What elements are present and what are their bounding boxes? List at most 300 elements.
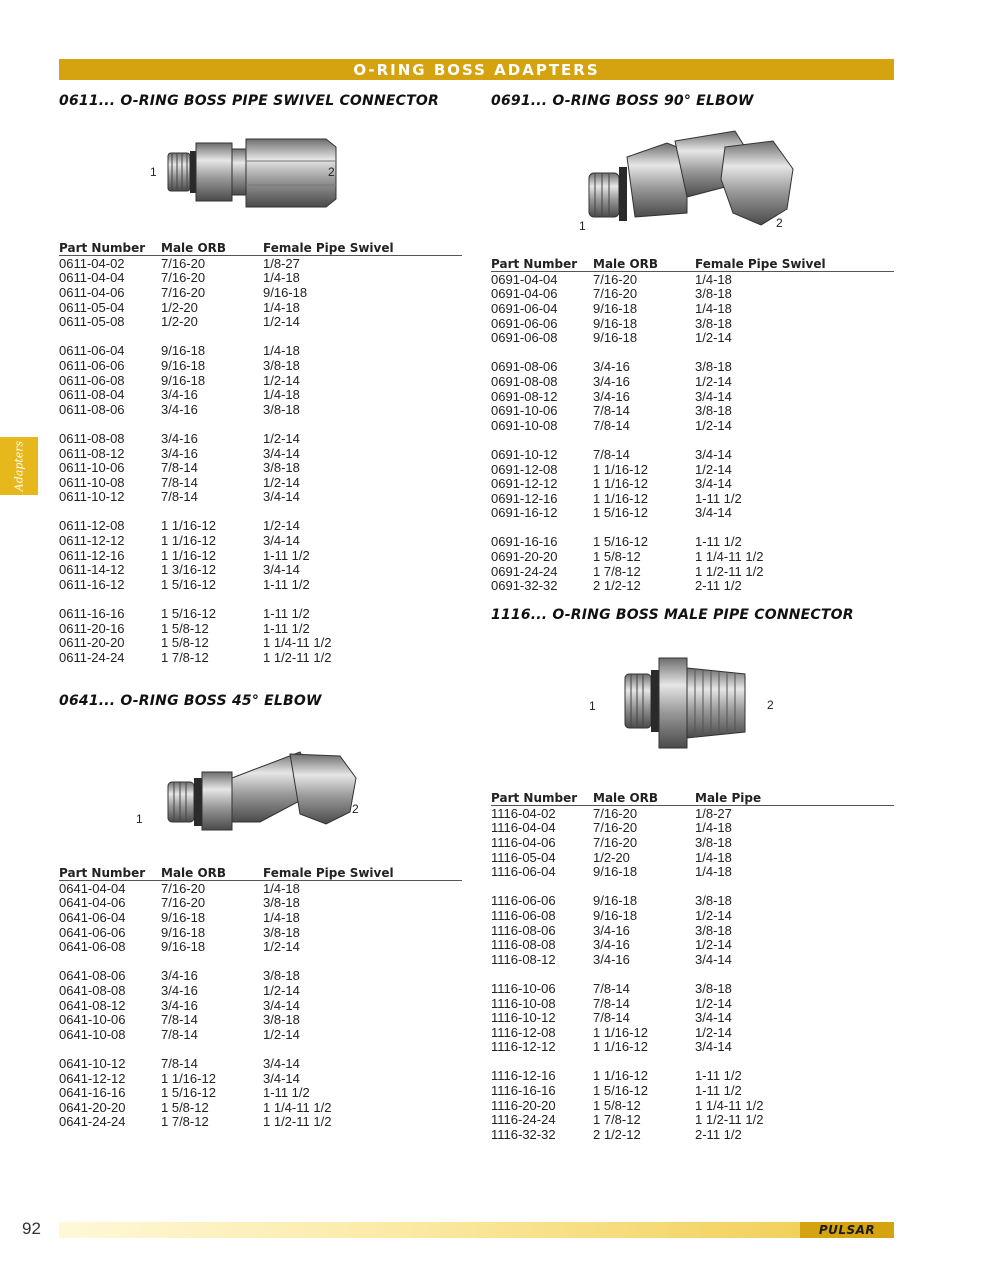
thread-cell: 3/8-18 [695,286,732,302]
part-number-cell: 0611-10-12 [59,489,125,505]
male-orb-cell: 7/8-14 [593,446,630,462]
thread-cell: 3/4-14 [263,1070,300,1086]
table-0611 [59,241,462,665]
thread-cell: 1/4-18 [263,343,300,359]
part-number-cell: 0691-32-32 [491,578,558,594]
thread-cell: 1/8-27 [695,805,732,821]
part-number-cell: 0611-16-12 [59,576,125,592]
table-row [59,635,462,650]
part-number-cell: 0611-04-02 [59,255,125,271]
banner-title: O-RING BOSS ADAPTERS [353,60,600,79]
brand-name: PULSAR [818,1223,876,1237]
male-orb-cell: 1 5/8-12 [161,635,209,651]
male-orb-cell: 1 1/16-12 [161,518,216,534]
table-row [59,490,462,505]
part-number-cell: 0611-04-06 [59,284,125,300]
table-row [59,562,462,577]
part-number-cell: 0641-12-12 [59,1070,126,1086]
thread-cell: 1/2-14 [695,330,732,346]
thread-cell: 3/4-14 [263,445,300,461]
male-orb-cell: 1 1/16-12 [593,476,648,492]
male-orb-cell: 7/8-14 [161,474,198,490]
column-header: Male ORB [161,241,227,255]
table-row [491,864,894,879]
thread-cell: 1/2-14 [263,430,300,446]
table-row [59,1012,462,1027]
page-number: 92 [22,1219,41,1238]
part-number-cell: 0611-20-16 [59,620,125,636]
table-row [59,939,462,954]
column-header: Part Number [59,866,146,880]
part-number-cell: 1116-10-08 [491,995,556,1011]
thread-cell: 1 1/2-11 1/2 [263,649,332,665]
thread-cell: 1-11 1/2 [263,606,310,622]
thread-cell: 3/8-18 [695,922,732,938]
thread-cell: 1-11 1/2 [263,620,310,636]
table-row [59,606,462,621]
part-number-cell: 0641-08-08 [59,982,126,998]
90-elbow-drawing [575,117,805,237]
part-number-cell: 0641-16-16 [59,1085,126,1101]
male-orb-cell: 1/2-20 [161,299,198,315]
part-number-cell: 0641-04-06 [59,895,126,911]
thread-cell: 1/2-14 [263,939,300,955]
male-orb-cell: 3/4-16 [593,388,630,404]
thread-cell: 1/2-14 [263,474,300,490]
port-label-2: 2 [776,216,783,230]
thread-cell: 3/8-18 [263,968,300,984]
footer-bar [59,1222,849,1238]
port-label-1: 1 [589,699,596,713]
thread-cell: 1 1/2-11 1/2 [695,563,764,579]
male-orb-cell: 1 5/16-12 [593,1083,648,1099]
male-orb-cell: 7/8-14 [161,1012,198,1028]
column-header: Part Number [59,241,146,255]
brand-logo [800,1222,894,1238]
part-number-cell: 1116-04-04 [491,820,556,836]
thread-cell: 1-11 1/2 [695,1068,742,1084]
thread-cell: 3/8-18 [695,834,732,850]
part-number-cell: 1116-06-08 [491,907,556,923]
male-orb-cell: 3/4-16 [593,937,630,953]
thread-cell: 3/4-14 [695,1010,732,1026]
table-row [491,821,894,836]
table-row [59,475,462,490]
table-row [491,491,894,506]
male-orb-cell: 7/8-14 [593,995,630,1011]
table-row [59,548,462,563]
table-header [59,241,462,256]
table-row [491,835,894,850]
thread-cell: 1/4-18 [695,849,732,865]
male-orb-cell: 1 5/16-12 [593,534,648,550]
thread-cell: 3/8-18 [263,460,300,476]
thread-cell: 1/2-14 [263,314,300,330]
male-orb-cell: 3/4-16 [161,445,198,461]
thread-cell: 1/2-14 [263,1026,300,1042]
column-header: Part Number [491,257,578,271]
male-orb-cell: 7/16-20 [593,271,638,287]
table-row [59,1056,462,1071]
column-header: Male ORB [593,257,659,271]
table-1116 [491,791,894,1142]
table-row [491,374,894,389]
table-row [491,1025,894,1040]
thread-cell: 2-11 1/2 [695,1126,742,1142]
thread-cell: 3/4-14 [695,476,732,492]
thread-cell: 1 1/4-11 1/2 [695,1097,764,1113]
table-row [491,476,894,491]
male-orb-cell: 3/4-16 [161,401,198,417]
side-tab-label: Adapters [12,440,26,492]
table-row [491,1112,894,1127]
thread-cell: 3/8-18 [695,359,732,375]
table-row [59,402,462,417]
side-tab [0,437,38,495]
table-row [59,519,462,534]
table-row [59,650,462,665]
part-number-cell: 0641-10-08 [59,1026,126,1042]
table-row [491,1040,894,1055]
part-number-cell: 0691-08-06 [491,359,558,375]
pipe-swivel-connector-drawing [150,133,350,213]
table-row [59,300,462,315]
male-orb-cell: 1/2-20 [161,314,198,330]
product-image-0641 [130,738,370,838]
table-row [59,1085,462,1100]
table-row [59,577,462,592]
thread-cell: 1/2-14 [695,461,732,477]
table-row [491,360,894,375]
table-row [491,578,894,593]
part-number-cell: 0611-04-04 [59,270,125,286]
male-orb-cell: 9/16-18 [593,330,638,346]
thread-cell: 3/8-18 [263,924,300,940]
table-row [59,446,462,461]
male-orb-cell: 9/16-18 [161,909,206,925]
male-orb-cell: 7/16-20 [593,286,638,302]
thread-cell: 3/4-14 [263,489,300,505]
male-orb-cell: 3/4-16 [161,997,198,1013]
male-orb-cell: 1 5/16-12 [593,505,648,521]
male-orb-cell: 7/16-20 [161,270,206,286]
section-0691 [491,93,754,109]
part-number-cell: 0691-04-06 [491,286,558,302]
port-label-1: 1 [579,219,586,233]
table-row [491,564,894,579]
male-pipe-connector-drawing [585,652,785,754]
thread-cell: 1/2-14 [695,937,732,953]
male-orb-cell: 3/4-16 [161,387,198,403]
thread-cell: 1 1/4-11 1/2 [263,1099,332,1115]
part-number-cell: 0641-06-06 [59,924,126,940]
male-orb-cell: 1 7/8-12 [161,649,209,665]
thread-cell: 1/2-14 [263,518,300,534]
part-number-cell: 1116-04-02 [491,805,556,821]
male-orb-cell: 7/16-20 [161,284,206,300]
thread-cell: 1/2-14 [695,995,732,1011]
part-number-cell: 0641-24-24 [59,1114,126,1130]
male-orb-cell: 2 1/2-12 [593,578,641,594]
thread-cell: 3/4-14 [695,388,732,404]
table-row [59,460,462,475]
product-image-1116 [585,652,785,754]
male-orb-cell: 3/4-16 [593,951,630,967]
section-1116 [491,607,854,623]
male-orb-cell: 7/8-14 [161,489,198,505]
male-orb-cell: 9/16-18 [161,924,206,940]
table-row [59,881,462,896]
male-orb-cell: 7/8-14 [593,1010,630,1026]
part-number-cell: 0611-05-04 [59,299,125,315]
table-row [491,301,894,316]
table-row [59,373,462,388]
male-orb-cell: 9/16-18 [161,343,206,359]
thread-cell: 1/2-14 [695,417,732,433]
thread-cell: 3/8-18 [263,895,300,911]
thread-cell: 1-11 1/2 [263,547,310,563]
part-number-cell: 0691-04-04 [491,271,558,287]
male-orb-cell: 1 5/8-12 [161,1099,209,1115]
thread-cell: 1-11 1/2 [263,1085,310,1101]
thread-cell: 3/8-18 [263,357,300,373]
thread-cell: 2-11 1/2 [695,578,742,594]
thread-cell: 1/4-18 [263,270,300,286]
table-row [59,344,462,359]
part-number-cell: 0641-06-08 [59,939,126,955]
male-orb-cell: 7/8-14 [161,1055,198,1071]
part-number-cell: 0641-10-06 [59,1012,126,1028]
table-row [59,285,462,300]
part-number-cell: 1116-10-06 [491,980,556,996]
part-number-cell: 0641-04-04 [59,880,126,896]
table-row [491,462,894,477]
part-number-cell: 0611-10-06 [59,460,125,476]
male-orb-cell: 1 5/8-12 [593,549,641,565]
thread-cell: 1-11 1/2 [695,1083,742,1099]
male-orb-cell: 1 7/8-12 [161,1114,209,1130]
table-row [491,908,894,923]
male-orb-cell: 1 1/16-12 [161,533,216,549]
thread-cell: 1/2-14 [695,373,732,389]
part-number-cell: 1116-08-08 [491,937,556,953]
male-orb-cell: 7/8-14 [161,1026,198,1042]
table-row [491,996,894,1011]
column-header: Male Pipe [695,791,762,805]
thread-cell: 1/4-18 [695,820,732,836]
male-orb-cell: 7/16-20 [593,820,638,836]
thread-cell: 1-11 1/2 [263,576,310,592]
male-orb-cell: 9/16-18 [593,315,638,331]
thread-cell: 1 1/2-11 1/2 [695,1112,764,1128]
thread-cell: 1/2-14 [695,1024,732,1040]
male-orb-cell: 3/4-16 [593,373,630,389]
table-row [59,358,462,373]
thread-cell: 1/8-27 [263,255,300,271]
table-row [491,549,894,564]
male-orb-cell: 9/16-18 [593,300,638,316]
thread-cell: 1/2-14 [263,982,300,998]
part-number-cell: 0611-14-12 [59,562,125,578]
part-number-cell: 0691-12-16 [491,490,558,506]
table-row [491,418,894,433]
part-number-cell: 0641-20-20 [59,1099,126,1115]
male-orb-cell: 1 5/8-12 [161,620,209,636]
table-row [59,983,462,998]
part-number-cell: 0611-12-12 [59,533,125,549]
table-row [491,937,894,952]
thread-cell: 3/4-14 [695,446,732,462]
male-orb-cell: 7/16-20 [593,805,638,821]
male-orb-cell: 1/2-20 [593,849,630,865]
thread-cell: 3/8-18 [695,315,732,331]
part-number-cell: 0611-08-06 [59,401,125,417]
part-number-cell: 0611-05-08 [59,314,125,330]
table-row [59,969,462,984]
table-row [491,1098,894,1113]
male-orb-cell: 9/16-18 [593,864,638,880]
port-label-2: 2 [328,165,335,179]
thread-cell: 3/4-14 [695,1039,732,1055]
table-header [491,791,894,806]
male-orb-cell: 7/16-20 [161,895,206,911]
thread-cell: 1/4-18 [695,271,732,287]
page-banner [59,59,894,80]
male-orb-cell: 9/16-18 [593,907,638,923]
part-number-cell: 0691-06-08 [491,330,558,346]
table-row [491,952,894,967]
thread-cell: 1/4-18 [263,909,300,925]
part-number-cell: 1116-12-16 [491,1068,556,1084]
part-number-cell: 1116-10-12 [491,1010,556,1026]
thread-cell: 1/4-18 [263,299,300,315]
table-row [491,894,894,909]
thread-cell: 1 1/4-11 1/2 [263,635,332,651]
table-row [59,431,462,446]
male-orb-cell: 1 1/16-12 [593,1068,648,1084]
male-orb-cell: 1 1/16-12 [161,547,216,563]
male-orb-cell: 7/8-14 [593,980,630,996]
part-number-cell: 1116-08-06 [491,922,556,938]
male-orb-cell: 7/8-14 [593,403,630,419]
male-orb-cell: 1 7/8-12 [593,1112,641,1128]
male-orb-cell: 1 1/16-12 [593,490,648,506]
thread-cell: 3/8-18 [695,403,732,419]
part-number-cell: 0611-12-08 [59,518,125,534]
table-header [59,866,462,881]
male-orb-cell: 2 1/2-12 [593,1126,641,1142]
table-row [491,272,894,287]
table-row [491,316,894,331]
thread-cell: 3/4-14 [695,951,732,967]
table-row [491,403,894,418]
column-header: Male ORB [161,866,227,880]
thread-cell: 3/8-18 [263,1012,300,1028]
thread-cell: 3/4-14 [263,562,300,578]
section-0641 [59,693,322,709]
thread-cell: 3/4-14 [263,1055,300,1071]
table-row [59,910,462,925]
male-orb-cell: 1 5/16-12 [161,1085,216,1101]
part-number-cell: 1116-08-12 [491,951,556,967]
thread-cell: 1/4-18 [695,300,732,316]
table-row [491,981,894,996]
port-label-1: 1 [136,812,143,826]
column-header: Female Pipe Swivel [695,257,826,271]
section-title: 1116... O-RING BOSS MALE PIPE CONNECTOR [491,607,854,623]
male-orb-cell: 9/16-18 [161,939,206,955]
part-number-cell: 1116-05-04 [491,849,556,865]
table-row [491,535,894,550]
male-orb-cell: 1 5/16-12 [161,576,216,592]
table-row [59,271,462,286]
table-row [59,621,462,636]
column-header: Part Number [491,791,578,805]
section-title: 0691... O-RING BOSS 90° ELBOW [491,93,754,109]
male-orb-cell: 7/8-14 [593,417,630,433]
table-row [59,1071,462,1086]
table-row [491,287,894,302]
part-number-cell: 1116-32-32 [491,1126,556,1142]
part-number-cell: 0611-16-16 [59,606,125,622]
table-header [491,257,894,272]
male-orb-cell: 3/4-16 [161,430,198,446]
part-number-cell: 0611-06-06 [59,357,125,373]
part-number-cell: 0641-06-04 [59,909,126,925]
table-row [491,447,894,462]
male-orb-cell: 7/16-20 [161,255,206,271]
part-number-cell: 0691-08-12 [491,388,558,404]
part-number-cell: 0691-10-08 [491,417,558,433]
part-number-cell: 0611-10-08 [59,474,125,490]
part-number-cell: 0691-06-04 [491,300,558,316]
table-row [491,1069,894,1084]
thread-cell: 3/4-14 [695,505,732,521]
product-image-0691 [575,117,805,237]
male-orb-cell: 1 1/16-12 [593,1039,648,1055]
male-orb-cell: 7/16-20 [593,834,638,850]
part-number-cell: 1116-24-24 [491,1112,556,1128]
table-row [59,533,462,548]
thread-cell: 1/4-18 [263,880,300,896]
part-number-cell: 1116-20-20 [491,1097,556,1113]
table-row [59,387,462,402]
part-number-cell: 1116-04-06 [491,834,556,850]
part-number-cell: 0611-08-04 [59,387,125,403]
male-orb-cell: 1 1/16-12 [593,461,648,477]
part-number-cell: 1116-06-06 [491,893,556,909]
male-orb-cell: 1 1/16-12 [593,1024,648,1040]
male-orb-cell: 9/16-18 [593,893,638,909]
table-row [59,256,462,271]
thread-cell: 1-11 1/2 [695,490,742,506]
male-orb-cell: 9/16-18 [161,372,206,388]
part-number-cell: 0691-16-12 [491,505,558,521]
table-row [491,330,894,345]
part-number-cell: 1116-12-08 [491,1024,556,1040]
thread-cell: 3/8-18 [263,401,300,417]
part-number-cell: 0691-20-20 [491,549,558,565]
table-row [59,998,462,1013]
column-header: Male ORB [593,791,659,805]
thread-cell: 3/8-18 [695,893,732,909]
product-image-0611 [150,133,350,213]
part-number-cell: 0611-24-24 [59,649,125,665]
table-row [491,389,894,404]
part-number-cell: 1116-06-04 [491,864,556,880]
part-number-cell: 0691-16-16 [491,534,558,550]
table-row [491,1127,894,1142]
